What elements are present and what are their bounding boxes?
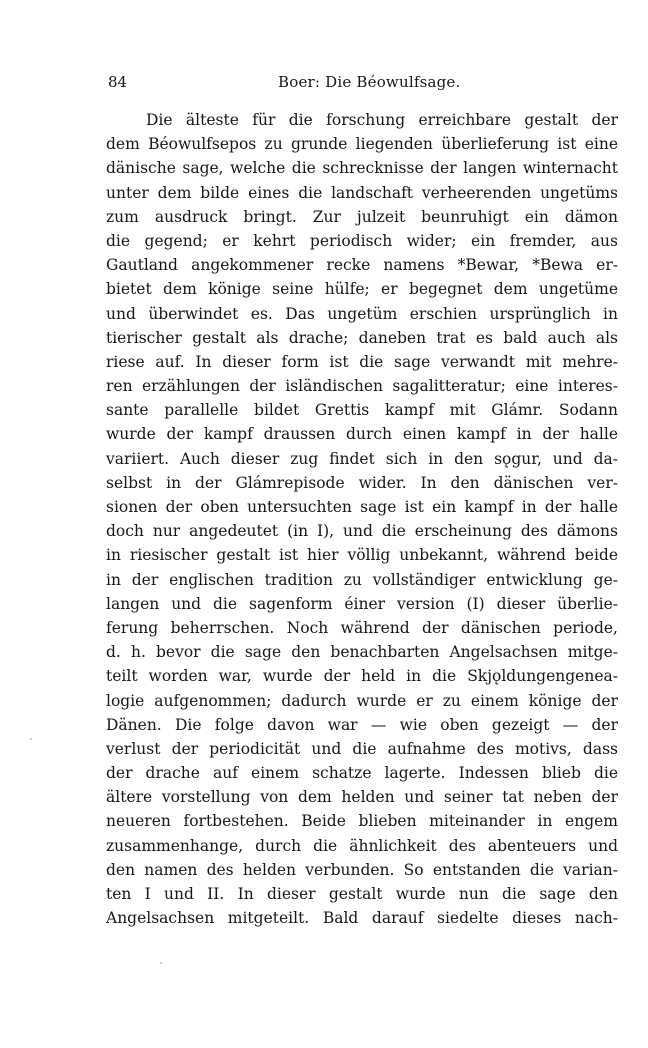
text-line: verlust der periodicität und die aufnahme des motivs, dass xyxy=(106,739,618,758)
paper-speck xyxy=(160,962,162,964)
text-line: Angelsachsen mitgeteilt. Bald darauf siedelte dieses nach- xyxy=(106,909,618,928)
text-line: zum ausdruck bringt. Zur julzeit beunruhigt ein dämon xyxy=(106,207,618,226)
paper-speck xyxy=(30,738,32,740)
text-line: Dänen. Die folge davon war — wie oben gezeigt — der xyxy=(106,715,618,734)
text-line: neueren fortbestehen. Beide blieben miteinander in engem xyxy=(106,812,618,831)
text-line: dem Béowulfsepos zu grunde liegenden überlieferung ist eine xyxy=(106,135,618,154)
text-line: ältere vorstellung von dem helden und seiner tat neben der xyxy=(106,788,618,807)
text-line: sionen der oben untersuchten sage ist ein kampf in der halle xyxy=(106,498,618,516)
paragraph xyxy=(106,108,618,930)
text-line: langen und die sagenform éiner version (I) dieser überlie- xyxy=(106,594,618,613)
text-line: variiert. Auch dieser zug findet sich in den sǫgur, und da- xyxy=(106,449,618,468)
text-line: riese auf. In dieser form ist die sage verwandt mit mehre- xyxy=(106,352,618,371)
text-line: d. h. bevor die sage den benachbarten Angelsachsen mitge- xyxy=(106,643,618,662)
text-line: wurde der kampf draussen durch einen kampf in der halle xyxy=(106,425,618,444)
text-line: ten I und II. In dieser gestalt wurde nun die sage den xyxy=(106,885,618,903)
text-line: in der englischen tradition zu vollständiger entwicklung ge- xyxy=(106,570,618,589)
text-line: bietet dem könige seine hülfe; er begegnet dem ungetüme xyxy=(106,280,618,299)
text-line: unter dem bilde eines die landschaft verheerenden ungetüms xyxy=(106,183,618,202)
text-line: den namen des helden verbunden. So entstanden die varian- xyxy=(106,860,618,879)
text-line: ferung beherrschen. Noch während der dänischen periode, xyxy=(106,618,618,637)
page-header xyxy=(108,73,616,97)
text-line: logie aufgenommen; dadurch wurde er zu einem könige der xyxy=(106,691,618,710)
text-line: in riesischer gestalt ist hier völlig unbekannt, während beide xyxy=(106,546,618,565)
text-line: zusammenhange, durch die ähnlichkeit des abenteuers und xyxy=(106,836,618,855)
text-line: Die älteste für die forschung erreichbare gestalt der xyxy=(146,111,618,129)
text-line: selbst in der Glámrepisode wider. In den dänischen ver- xyxy=(106,473,618,492)
text-line: tierischer gestalt als drache; daneben trat es bald auch als xyxy=(106,328,618,347)
text-line: der drache auf einem schatze lagerte. Indessen blieb die xyxy=(106,764,618,783)
text-line: teilt worden war, wurde der held in die Skjǫldungengenea- xyxy=(106,667,618,686)
text-line: doch nur angedeutet (in I), und die erscheinung des dämons xyxy=(106,522,618,541)
text-line: sante parallelle bildet Grettis kampf mit Glámr. Sodann xyxy=(106,401,618,420)
text-line: dänische sage, welche die schrecknisse der langen winternacht xyxy=(106,159,618,178)
text-line: und überwindet es. Das ungetüm erschien ursprünglich in xyxy=(106,304,618,323)
running-title: Boer: Die Béowulfsage. xyxy=(278,73,461,91)
text-line: Gautland angekommener recke namens *Bewar, *Bewa er- xyxy=(106,256,618,275)
text-line: die gegend; er kehrt periodisch wider; ein fremder, aus xyxy=(106,231,618,250)
page-number: 84 xyxy=(108,73,128,91)
text-line: ren erzählungen der isländischen sagalitteratur; eine interes- xyxy=(106,377,618,396)
